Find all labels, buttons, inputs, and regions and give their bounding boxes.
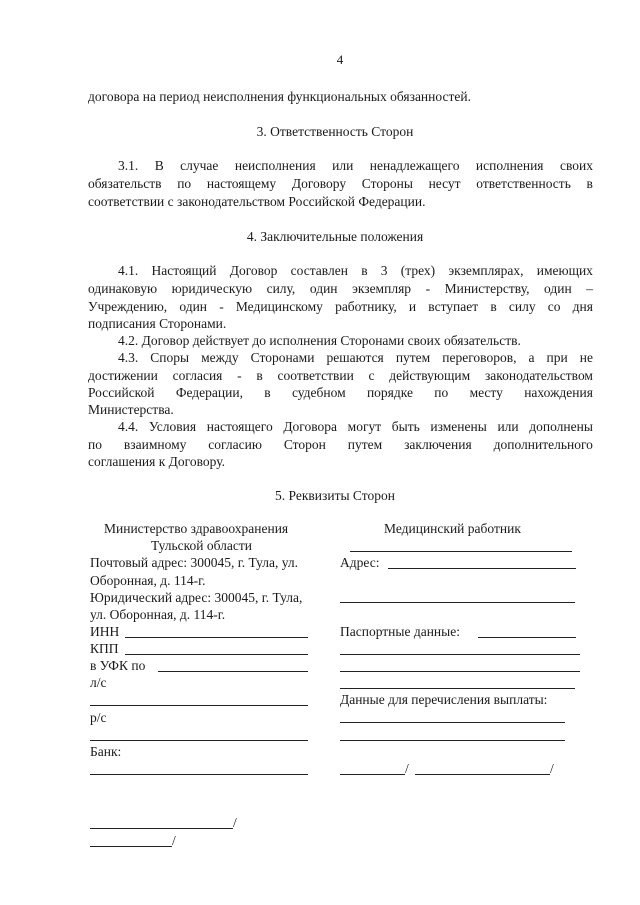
word: неисполнения <box>234 158 316 173</box>
word: заключения <box>404 437 472 452</box>
word: нахождения <box>524 385 593 400</box>
word: или <box>332 158 354 173</box>
worker-signature-field[interactable] <box>340 774 405 775</box>
word: 3 <box>380 263 388 278</box>
word: Споры <box>150 350 190 365</box>
inn-label: ИНН <box>90 624 120 639</box>
address-field-2[interactable] <box>340 602 575 603</box>
worker-name-slash: / <box>550 761 554 776</box>
ls-field[interactable] <box>90 705 308 706</box>
word: Российской <box>88 385 155 400</box>
worker-signature-slash: / <box>405 761 409 776</box>
word: между <box>201 350 239 365</box>
ministry-name-slash: / <box>172 833 176 848</box>
p44-line2 <box>88 437 593 453</box>
word: судебном <box>291 385 346 400</box>
passport-field-4[interactable] <box>340 688 575 689</box>
word: (трех) <box>400 263 436 278</box>
page-number: 4 <box>336 52 344 67</box>
p41-line4: подписания Сторонами. <box>88 316 227 331</box>
postal-address-line1: Почтовый адрес: 300045, г. Тула, ул. <box>90 555 299 570</box>
word: взаимному <box>123 437 187 452</box>
word: обязательств <box>88 176 162 191</box>
payment-label: Данные для перечисления выплаты: <box>340 692 548 707</box>
word: В <box>154 158 164 173</box>
word: дополнены <box>529 419 593 434</box>
word: Договор <box>229 263 278 278</box>
p43-line2 <box>88 368 593 384</box>
ufk-field[interactable] <box>158 671 308 672</box>
word: в <box>264 385 271 400</box>
rs-field[interactable] <box>90 740 308 741</box>
intro-line: договора на период неисполнения функциональных обязанностей. <box>88 89 471 104</box>
word: Сторон <box>283 437 326 452</box>
word: случае <box>180 158 219 173</box>
word: Договору <box>291 176 347 191</box>
word: Договора <box>283 419 338 434</box>
word: Условия <box>148 419 197 434</box>
passport-field[interactable] <box>478 637 576 638</box>
section3-p1-line2 <box>88 176 593 192</box>
word: несут <box>428 176 461 191</box>
word: - <box>425 281 431 296</box>
word: экземпляр <box>352 281 412 296</box>
p44-line3: соглашения к Договору. <box>88 454 225 469</box>
inn-field[interactable] <box>125 637 308 638</box>
word: силу <box>508 299 536 314</box>
bank-field[interactable] <box>90 774 308 775</box>
ls-label: л/с <box>90 675 107 690</box>
word: экземплярах, <box>448 263 524 278</box>
word: в <box>490 299 497 314</box>
p43-line4: Министерства. <box>88 402 174 417</box>
payment-field-2[interactable] <box>340 740 565 741</box>
p41-line1 <box>118 263 593 279</box>
passport-field-2[interactable] <box>340 654 580 655</box>
word: 3.1. <box>118 158 139 173</box>
word: со <box>547 299 561 314</box>
ministry-title-line1: Министерство здравоохранения <box>104 521 289 536</box>
p42-line: 4.2. Договор действует до исполнения Сторонами своих обязательств. <box>118 333 521 348</box>
kpp-label: КПП <box>90 641 119 656</box>
word: ненадлежащего <box>369 158 460 173</box>
word: Министерству, <box>444 281 530 296</box>
ministry-title-line2: Тульской области <box>151 538 252 553</box>
legal-address-line2: ул. Оборонная, д. 114-г. <box>90 607 226 622</box>
word: Медицинскому <box>235 299 323 314</box>
p41-line2 <box>88 281 593 297</box>
passport-label: Паспортные данные: <box>340 624 460 639</box>
word: 4.3. <box>118 350 139 365</box>
word: Сторонами <box>250 350 315 365</box>
word: дня <box>572 299 593 314</box>
word: - <box>219 299 224 314</box>
address-label: Адрес: <box>340 555 380 570</box>
word: ответственность <box>476 176 571 191</box>
word: в <box>586 176 593 191</box>
word: настоящего <box>206 419 273 434</box>
word: действующим <box>389 368 471 383</box>
word: Учреждению, <box>88 299 168 314</box>
word: достижении <box>88 368 158 383</box>
legal-address-line1: Юридический адрес: 300045, г. Тула, <box>90 590 303 605</box>
word: могут <box>347 419 382 434</box>
medical-worker-name-field[interactable] <box>350 551 572 552</box>
word: путем <box>347 437 383 452</box>
word: соответствии <box>277 368 354 383</box>
section3-p1-line3: соответствии с законодательством Российской Федерации. <box>88 194 426 209</box>
word: одинаковую <box>88 281 158 296</box>
word: один <box>309 281 338 296</box>
ministry-name-field[interactable] <box>90 846 172 847</box>
kpp-field[interactable] <box>125 654 308 655</box>
bank-label: Банк: <box>90 744 122 759</box>
word: и <box>408 299 417 314</box>
word: составлен <box>290 263 348 278</box>
word: Федерации, <box>175 385 243 400</box>
word: законодательством <box>484 368 593 383</box>
word: юридическую <box>171 281 253 296</box>
word: согласия <box>172 368 223 383</box>
worker-name-field[interactable] <box>415 774 550 775</box>
word: по <box>88 437 102 452</box>
word: в <box>256 368 263 383</box>
word: один <box>544 281 572 296</box>
word: месту <box>469 385 503 400</box>
medical-worker-title: Медицинский работник <box>384 521 521 536</box>
ufk-label: в УФК по <box>90 658 146 673</box>
word: решаются <box>326 350 384 365</box>
section4-heading: 4. Заключительные положения <box>246 229 424 244</box>
word: по <box>434 385 449 400</box>
word: вступает <box>428 299 479 314</box>
section3-heading: 3. Ответственность Сторон <box>256 124 414 139</box>
word: Настоящий <box>151 263 217 278</box>
p43-line1 <box>118 350 593 366</box>
postal-address-line2: Оборонная, д. 114-г. <box>90 573 206 588</box>
p43-line3 <box>88 385 593 401</box>
word: а <box>528 350 535 365</box>
word: в <box>361 263 368 278</box>
word: 4.4. <box>118 419 139 434</box>
ministry-signature-slash: / <box>233 815 237 830</box>
section5-heading: 5. Реквизиты Сторон <box>275 488 395 503</box>
address-field[interactable] <box>388 568 576 569</box>
word: согласию <box>208 437 262 452</box>
word: своих <box>559 158 593 173</box>
word: 4.1. <box>118 263 139 278</box>
word: порядке <box>366 385 413 400</box>
word: изменены <box>430 419 487 434</box>
word: настоящему <box>206 176 277 191</box>
word: или <box>497 419 519 434</box>
word: исполнения <box>475 158 544 173</box>
word: с <box>368 368 375 383</box>
word: дополнительного <box>493 437 593 452</box>
p44-line1 <box>118 419 593 435</box>
word: путем <box>395 350 431 365</box>
word: переговоров, <box>442 350 517 365</box>
word: по <box>177 176 192 191</box>
passport-field-3[interactable] <box>340 671 580 672</box>
word: работнику, <box>335 299 397 314</box>
word: силу, <box>266 281 296 296</box>
p41-line3 <box>88 299 593 315</box>
word: не <box>579 350 593 365</box>
word: один <box>179 299 208 314</box>
word: при <box>546 350 568 365</box>
ministry-signature-field[interactable] <box>90 828 233 829</box>
word: имеющих <box>536 263 593 278</box>
word: – <box>586 281 593 296</box>
rs-label: р/с <box>90 710 107 725</box>
word: быть <box>391 419 420 434</box>
section3-p1-line1 <box>118 158 593 174</box>
word: - <box>237 368 242 383</box>
word: Стороны <box>361 176 413 191</box>
payment-field[interactable] <box>340 722 565 723</box>
